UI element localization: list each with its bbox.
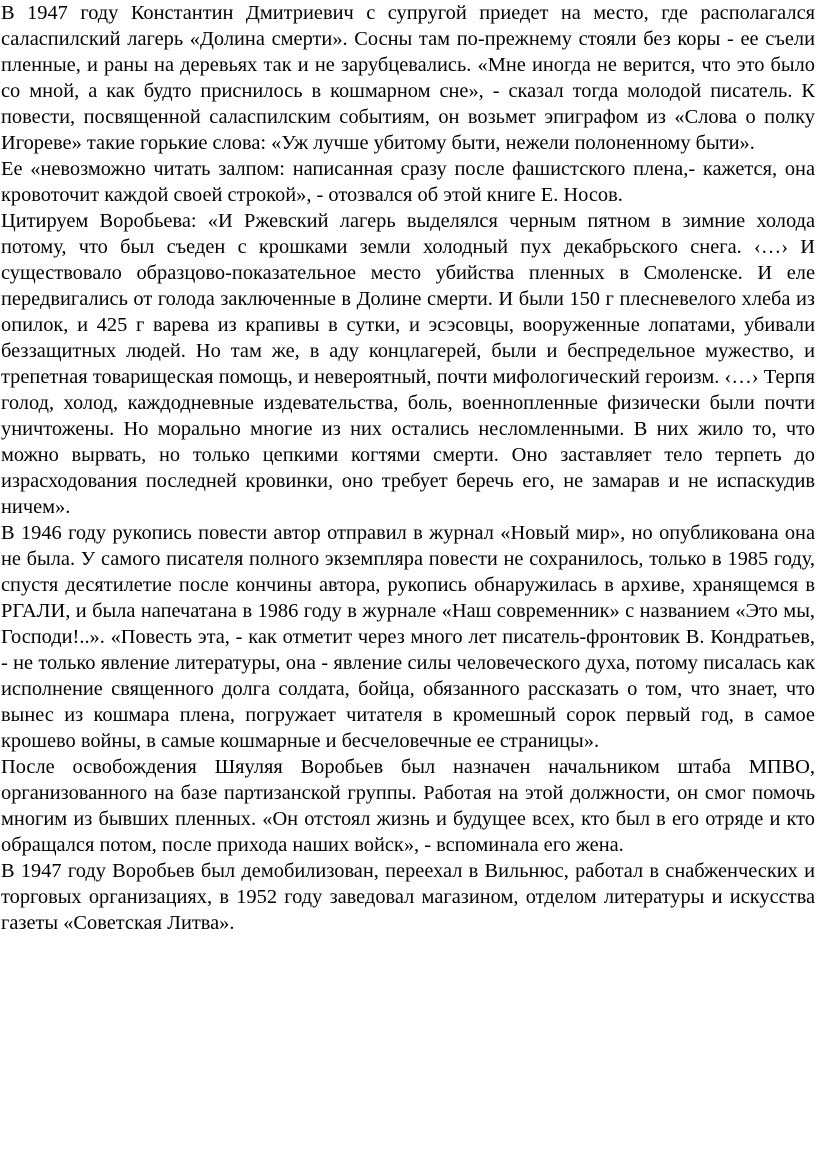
paragraph-4: В 1946 году рукопись повести автор отправил в журнал «Новый мир», но опубликована она не была. У самого писателя полного экземпляра повести не сохранилось, только в 1985 году, спустя десятилетие после кончины автора, рукопись обнаружилась в архиве, хранящемся в РГАЛИ, и была напечатана в 1986 году в журнале «Наш современник» с названием «Это мы, Господи!..». «Повесть эта, - как отметит через много лет писатель-фронтовик В. Кондратьев, - не только явление литературы, она - явление силы человеческого духа, потому писалась как исполнение священного долга солдата, бойца, обязанного рассказать о том, что знает, что вынес из кошмара плена, погружает читателя в кромешный сорок первый год, в самое крошево войны, в самые кошмарные и бесчеловечные ее страницы». [1, 522, 815, 752]
paragraph-5: После освобождения Шяуляя Воробьев был назначен начальником штаба МПВО, организованного на базе партизанской группы. Работая на этой должности, он смог помочь многим из бывших пленных. «Он отстоял жизнь и будущее всех, кто был в его отряде и кто обращался потом, после прихода наших войск», - вспоминала его жена. [1, 756, 815, 856]
paragraph-3: Цитируем Воробьева: «И Ржевский лагерь выделялся черным пятном в зимние холода потому, что был съеден с крошками земли холодный пух декабрьского снега. ‹…› И существовало образцово-показательное место убийства пленных в Смоленске. И еле передвигались от голода заключенные в Долине смерти. И были 150 г плесневелого хлеба из опилок, и 425 г варева из крапивы в сутки, и эсэсовцы, вооруженные лопатами, убивали беззащитных людей. Но там же, в аду концлагерей, были и беспредельное мужество, и трепетная товарищеская помощь, и невероятный, почти мифологический героизм. ‹…› Терпя голод, холод, каждодневные издевательства, боль, военнопленные физически были почти уничтожены. Но морально многие из них остались несломленными. В них жило то, что можно вырвать, но только цепкими когтями смерти. Оно заставляет тело терпеть до израсходования последней кровинки, оно требует беречь его, не замарав и не испаскудив ничем». [1, 210, 815, 518]
paragraph-2: Ее «невозможно читать залпом: написанная сразу после фашистского плена,- кажется, она кровоточит каждой своей строкой», - отозвался об этой книге Е. Носов. [1, 158, 815, 206]
paragraph-6: В 1947 году Воробьев был демобилизован, переехал в Вильнюс, работал в снабженческих и торговых организациях, в 1952 году заведовал магазином, отделом литературы и искусства газеты «Советская Литва». [1, 860, 815, 934]
paragraph-1: В 1947 году Константин Дмитриевич с супругой приедет на место, где располагался саласпилский лагерь «Долина смерти». Сосны там по-прежнему стояли без коры - ее съели пленные, и раны на деревьях так и не зарубцевались. «Мне иногда не верится, что это было со мной, а как будто приснилось в кошмарном сне», - сказал тогда молодой писатель. К повести, посвященной саласпилским событиям, он возьмет эпиграфом из «Слова о полку Игореве» такие горькие слова: «Уж лучше убитому быти, нежели полоненному быти». [1, 2, 815, 154]
document-body [1, 0, 815, 936]
